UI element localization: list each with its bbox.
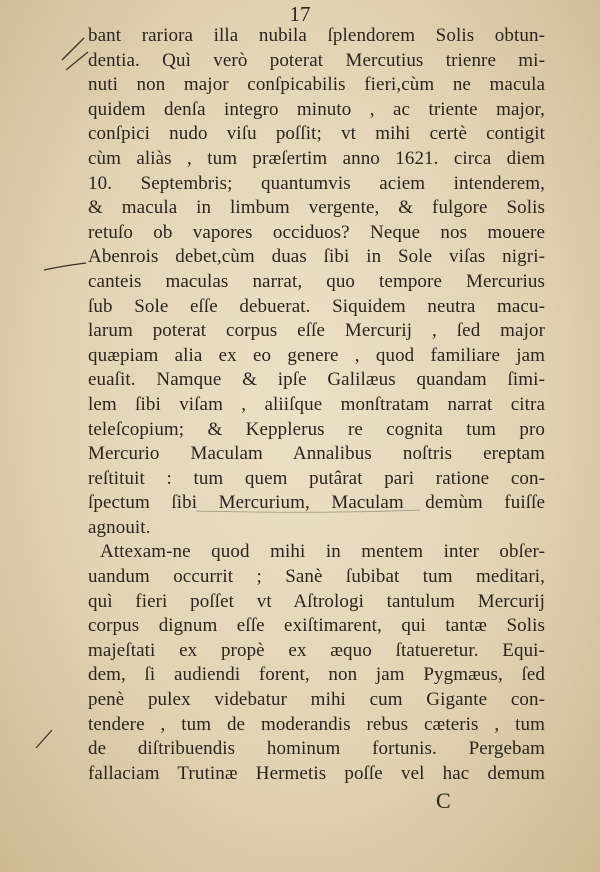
- text-line: uandum occurrit ; Sanè ſubibat tum meditari,: [88, 566, 545, 588]
- text-line: agnouit.: [88, 516, 151, 538]
- text-line: de diſtribuendis hominum fortunis. Pergebam: [88, 738, 545, 760]
- text-line: fallaciam Trutinæ Hermetis poſſe vel hac demum: [88, 762, 545, 784]
- text-line: retuſo ob vapores occiduos? Neque nos mouere: [88, 221, 545, 243]
- text-line: quidem denſa integro minuto , ac triente major,: [88, 98, 545, 120]
- text-line: lem ſibi viſam , aliiſque monſtratam narrat citra: [88, 393, 545, 415]
- text-line: quæpiam alia ex eo genere , quod familiare jam: [88, 344, 545, 366]
- text-line: Attexam-ne quod mihi in mentem inter obſer-: [100, 541, 545, 563]
- text-line: 10. Septembris; quantumvis aciem intenderem,: [88, 172, 545, 194]
- text-line: quì fieri poſſet vt Aſtrologi tantulum Mercurij: [88, 590, 545, 612]
- text-line: & macula in limbum vergente, & fulgore Solis: [88, 197, 545, 219]
- text-line: conſpici nudo viſu poſſit; vt mihi certè contigit: [88, 123, 545, 145]
- text-line: corpus dignum eſſe exiſtimarent, qui tantæ Solis: [88, 615, 545, 637]
- body-text: [88, 24, 545, 786]
- text-line: cùm aliàs , tum præſertim anno 1621. circa diem: [88, 147, 545, 169]
- text-line: penè pulex videbatur mihi cum Gigante con-: [88, 689, 545, 711]
- text-line: teleſcopium; & Kepplerus re cognita tum pro: [88, 418, 545, 440]
- text-line: dentia. Quì verò poterat Mercutius trienre mi-: [88, 49, 545, 71]
- text-line: reſtituit : tum quem putârat pari ratione con-: [88, 467, 545, 489]
- text-line: Abenrois debet,cùm duas ſibi in Sole viſas nigri-: [88, 246, 545, 268]
- text-line: Mercurio Maculam Annalibus noſtris ereptam: [88, 443, 545, 465]
- text-line: dem, ſi audiendi forent, non jam Pygmæus, ſed: [88, 664, 545, 686]
- text-line: bant rariora illa nubila ſplendorem Solis obtun-: [88, 25, 545, 46]
- text-line: ſpectum ſibi Mercurium, Maculam demùm fuiſſe: [88, 492, 545, 514]
- page-number: 17: [289, 2, 311, 26]
- signature-mark: C: [436, 788, 451, 813]
- text-line: ſub Sole eſſe debuerat. Siquidem neutra macu-: [88, 295, 545, 317]
- text-line: nuti non major conſpicabilis fieri,cùm ne macula: [88, 74, 545, 96]
- text-line: tendere , tum de moderandis rebus cæteris , tum: [88, 713, 545, 735]
- text-line: majeſtati ex propè ex æquo ſtatueretur. Equi-: [88, 639, 545, 661]
- text-line: larum poterat corpus eſſe Mercurij , ſed major: [88, 320, 545, 342]
- text-line: canteis maculas narrat, quo tempore Mercurius: [88, 270, 545, 292]
- text-line: euaſit. Namque & ipſe Galilæus quandam ſimi-: [88, 369, 545, 391]
